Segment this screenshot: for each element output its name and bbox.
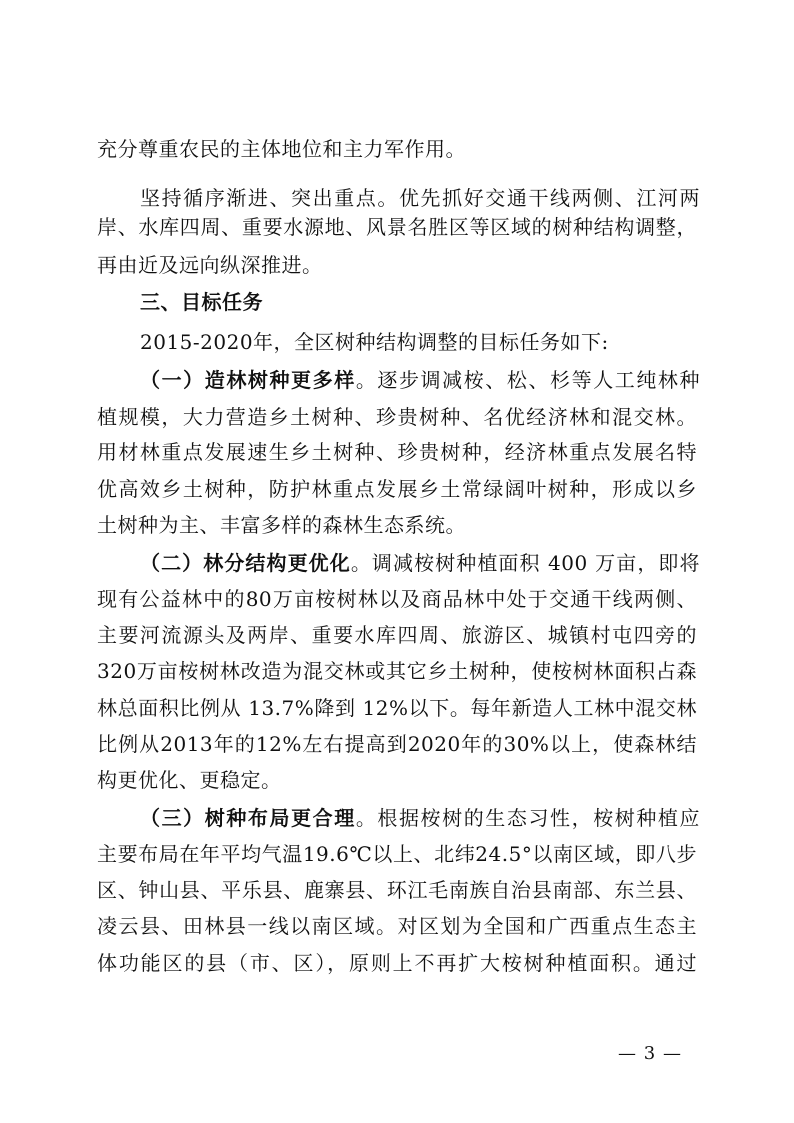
text-line: 林总面积比例从 13.7%降到 12%以下。每年新造人工林中混交林 <box>97 696 697 720</box>
text-line: 2015-2020年，全区树种结构调整的目标任务如下: <box>140 330 609 354</box>
paragraph-three-text: 。根据桉树的生态习性，桉树种植应 <box>355 806 701 830</box>
text-line: 主要布局在年平均气温19.6℃以上、北纬24.5°以南区域，即八步 <box>97 842 697 866</box>
text-line: 植规模，大力营造乡土树种、珍贵树种、名优经济林和混交林。 <box>97 405 697 429</box>
text-line: 区、钟山县、平乐县、鹿寨县、环江毛南族自治县南部、东兰县、 <box>97 878 697 902</box>
paragraph-one-first-line <box>140 368 700 392</box>
text-line: 凌云县、田林县一线以南区域。对区划为全国和广西重点生态主 <box>97 914 697 938</box>
paragraph-two-text: 。调减桉树种植面积 400 万亩，即将 <box>350 551 700 575</box>
paragraph-two-first-line <box>140 551 700 575</box>
section-heading: 三、目标任务 <box>140 290 263 314</box>
text-line: 320万亩桉树林改造为混交林或其它乡土树种，使桉树林面积占森 <box>97 659 697 683</box>
text-line: 体功能区的县（市、区），原则上不再扩大桉树种植面积。通过 <box>97 951 697 975</box>
text-line: 优高效乡土树种，防护林重点发展乡土常绿阔叶树种，形成以乡 <box>97 477 697 501</box>
text-line: 坚持循序渐进、突出重点。优先抓好交通干线两侧、江河两 <box>140 186 700 210</box>
text-line: 构更优化、更稳定。 <box>97 768 282 792</box>
page-number: — 3 — <box>618 1043 682 1064</box>
text-line: 土树种为主、丰富多样的森林生态系统。 <box>97 513 466 537</box>
text-line: 岸、水库四周、重要水源地、风景名胜区等区域的树种结构调整， <box>97 215 697 239</box>
paragraph-three-first-line <box>140 806 700 830</box>
text-line: 主要河流源头及两岸、重要水库四周、旅游区、城镇村屯四旁的 <box>97 623 697 647</box>
paragraph-three-heading: （三）树种布局更合理 <box>140 806 356 830</box>
text-line: 用材林重点发展速生乡土树种、珍贵树种，经济林重点发展名特 <box>97 440 697 464</box>
text-line: 现有公益林中的80万亩桉树林以及商品林中处于交通干线两侧、 <box>97 587 697 611</box>
text-line: 比例从2013年的12%左右提高到2020年的30%以上，使森林结 <box>97 732 697 756</box>
text-line: 充分尊重农民的主体地位和主力军作用。 <box>97 137 466 161</box>
paragraph-one-heading: （一）造林树种更多样 <box>140 368 356 392</box>
paragraph-one-text: 。逐步调减桉、松、杉等人工纯林种 <box>355 368 701 392</box>
paragraph-two-heading: （二）林分结构更优化 <box>140 551 351 575</box>
text-line: 再由近及远向纵深推进。 <box>97 253 323 277</box>
